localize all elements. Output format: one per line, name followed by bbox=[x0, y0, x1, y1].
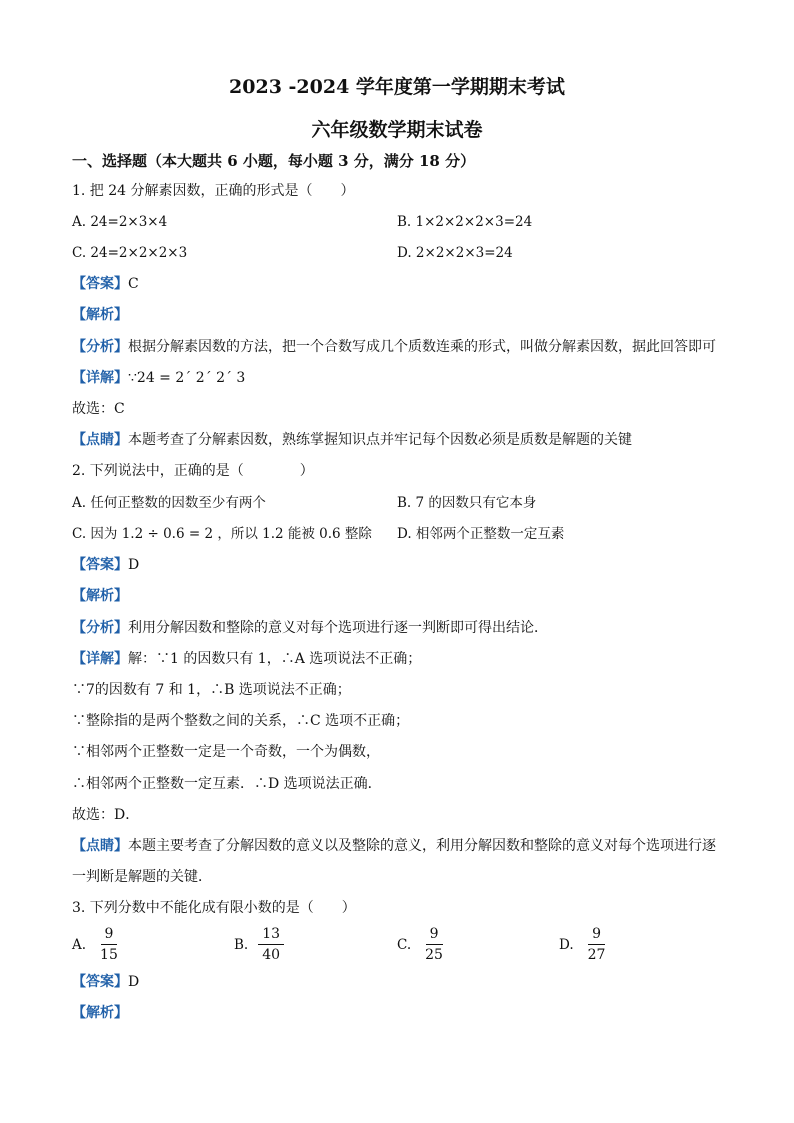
q1-option-a: A. 24=2×3×4 bbox=[72, 214, 168, 230]
q3-option-d bbox=[559, 926, 609, 963]
denominator: 25 bbox=[425, 947, 443, 963]
q1-dianjing bbox=[72, 431, 632, 449]
answer-value: D bbox=[128, 974, 140, 990]
analysis-tag: 【解析】 bbox=[72, 588, 128, 604]
option-letter: A. bbox=[72, 936, 87, 953]
exam-subtitle: 六年级数学期末试卷 bbox=[311, 119, 483, 141]
fraction bbox=[584, 926, 610, 963]
q1-xiangjie bbox=[72, 369, 245, 387]
q3-answer bbox=[72, 973, 139, 991]
q2-option-c: C. 因为 1.2 ÷ 0.6 = 2 ，所以 1.2 能被 0.6 整除 bbox=[72, 526, 372, 542]
numerator: 13 bbox=[258, 926, 284, 945]
q3-analysis bbox=[72, 1004, 128, 1022]
q2-dianjing bbox=[72, 837, 716, 855]
denominator: 15 bbox=[100, 947, 118, 963]
q1-stem: 1. 把 24 分解素因数，正确的形式是（ ） bbox=[72, 183, 355, 199]
q1-option-c: C. 24=2×2×2×3 bbox=[72, 245, 188, 261]
answer-tag: 【答案】 bbox=[72, 557, 128, 573]
option-letter: B. bbox=[234, 936, 249, 953]
q1-option-b: B. 1×2×2×2×3=24 bbox=[397, 214, 533, 230]
q3-option-a bbox=[72, 926, 122, 963]
fenxi-tag: 【分析】 bbox=[72, 339, 128, 355]
analysis-tag: 【解析】 bbox=[72, 307, 128, 323]
q1-fenxi bbox=[72, 338, 716, 356]
analysis-tag: 【解析】 bbox=[72, 1005, 128, 1021]
q2-answer bbox=[72, 556, 139, 574]
q3-option-b bbox=[234, 926, 284, 963]
fraction bbox=[96, 926, 122, 963]
q1-choice: 故选：C bbox=[72, 401, 125, 417]
dianjing-tag: 【点睛】 bbox=[72, 838, 128, 854]
dianjing-text: 本题主要考查了分解因数的意义以及整除的意义，利用分解因数和整除的意义对每个选项进行逐 bbox=[128, 838, 716, 854]
section-heading: 一、选择题（本大题共 6 小题，每小题 3 分，满分 18 分） bbox=[72, 152, 476, 170]
answer-value: D bbox=[128, 557, 140, 573]
xiangjie-text: 解：∵1 的因数只有 1，∴A 选项说法不正确； bbox=[128, 651, 422, 667]
fenxi-text: 利用分解因数和整除的意义对每个选项进行逐一判断即可得出结论． bbox=[128, 620, 548, 636]
q2-xiangjie-line: ∴相邻两个正整数一定互素．∴D 选项说法正确． bbox=[72, 776, 382, 792]
q1-analysis bbox=[72, 306, 128, 324]
denominator: 40 bbox=[262, 947, 281, 963]
q1-answer bbox=[72, 275, 139, 293]
q2-xiangjie bbox=[72, 650, 421, 668]
xiangjie-tag: 【详解】 bbox=[72, 370, 128, 386]
q3-stem: 3. 下列分数中不能化成有限小数的是（ ） bbox=[72, 900, 356, 916]
dianjing-tag: 【点睛】 bbox=[72, 432, 128, 448]
q2-option-d: D. 相邻两个正整数一定互素 bbox=[397, 526, 565, 542]
numerator: 9 bbox=[426, 926, 443, 945]
answer-value: C bbox=[128, 276, 139, 292]
q2-choice: 故选：D． bbox=[72, 807, 140, 823]
q2-option-b: B. 7 的因数只有它本身 bbox=[397, 495, 537, 511]
q2-dianjing-line: 一判断是解题的关键． bbox=[72, 869, 212, 885]
exam-title: 2023 -2024 学年度第一学期期末考试 bbox=[229, 76, 565, 98]
xiangjie-tag: 【详解】 bbox=[72, 651, 128, 667]
fraction bbox=[421, 926, 447, 963]
q2-stem: 2. 下列说法中，正确的是（ ） bbox=[72, 463, 314, 479]
dianjing-text: 本题考查了分解素因数，熟练掌握知识点并牢记每个因数必须是质数是解题的关键 bbox=[128, 432, 632, 448]
fraction bbox=[258, 926, 284, 963]
numerator: 9 bbox=[101, 926, 118, 945]
q3-option-c bbox=[397, 926, 447, 963]
q2-xiangjie-line: ∵整除指的是两个整数之间的关系，∴C 选项不正确； bbox=[72, 713, 410, 729]
q2-option-a: A. 任何正整数的因数至少有两个 bbox=[72, 495, 266, 511]
q2-xiangjie-line: ∵7的因数有 7 和 1，∴B 选项说法不正确； bbox=[72, 682, 351, 698]
answer-tag: 【答案】 bbox=[72, 974, 128, 990]
fenxi-tag: 【分析】 bbox=[72, 620, 128, 636]
option-letter: D. bbox=[559, 936, 574, 953]
fenxi-text: 根据分解素因数的方法，把一个合数写成几个质数连乘的形式，叫做分解素因数，据此回答即可 bbox=[128, 339, 716, 355]
q2-analysis bbox=[72, 587, 128, 605]
q1-option-d: D. 2×2×2×3=24 bbox=[397, 245, 513, 261]
answer-tag: 【答案】 bbox=[72, 276, 128, 292]
q2-fenxi bbox=[72, 619, 548, 637]
xiangjie-text: ∵24 = 2´ 2´ 2´ 3 bbox=[128, 370, 246, 386]
option-letter: C. bbox=[397, 936, 412, 953]
q2-xiangjie-line: ∵相邻两个正整数一定是一个奇数，一个为偶数， bbox=[72, 744, 380, 760]
denominator: 27 bbox=[587, 947, 606, 963]
numerator: 9 bbox=[588, 926, 605, 945]
